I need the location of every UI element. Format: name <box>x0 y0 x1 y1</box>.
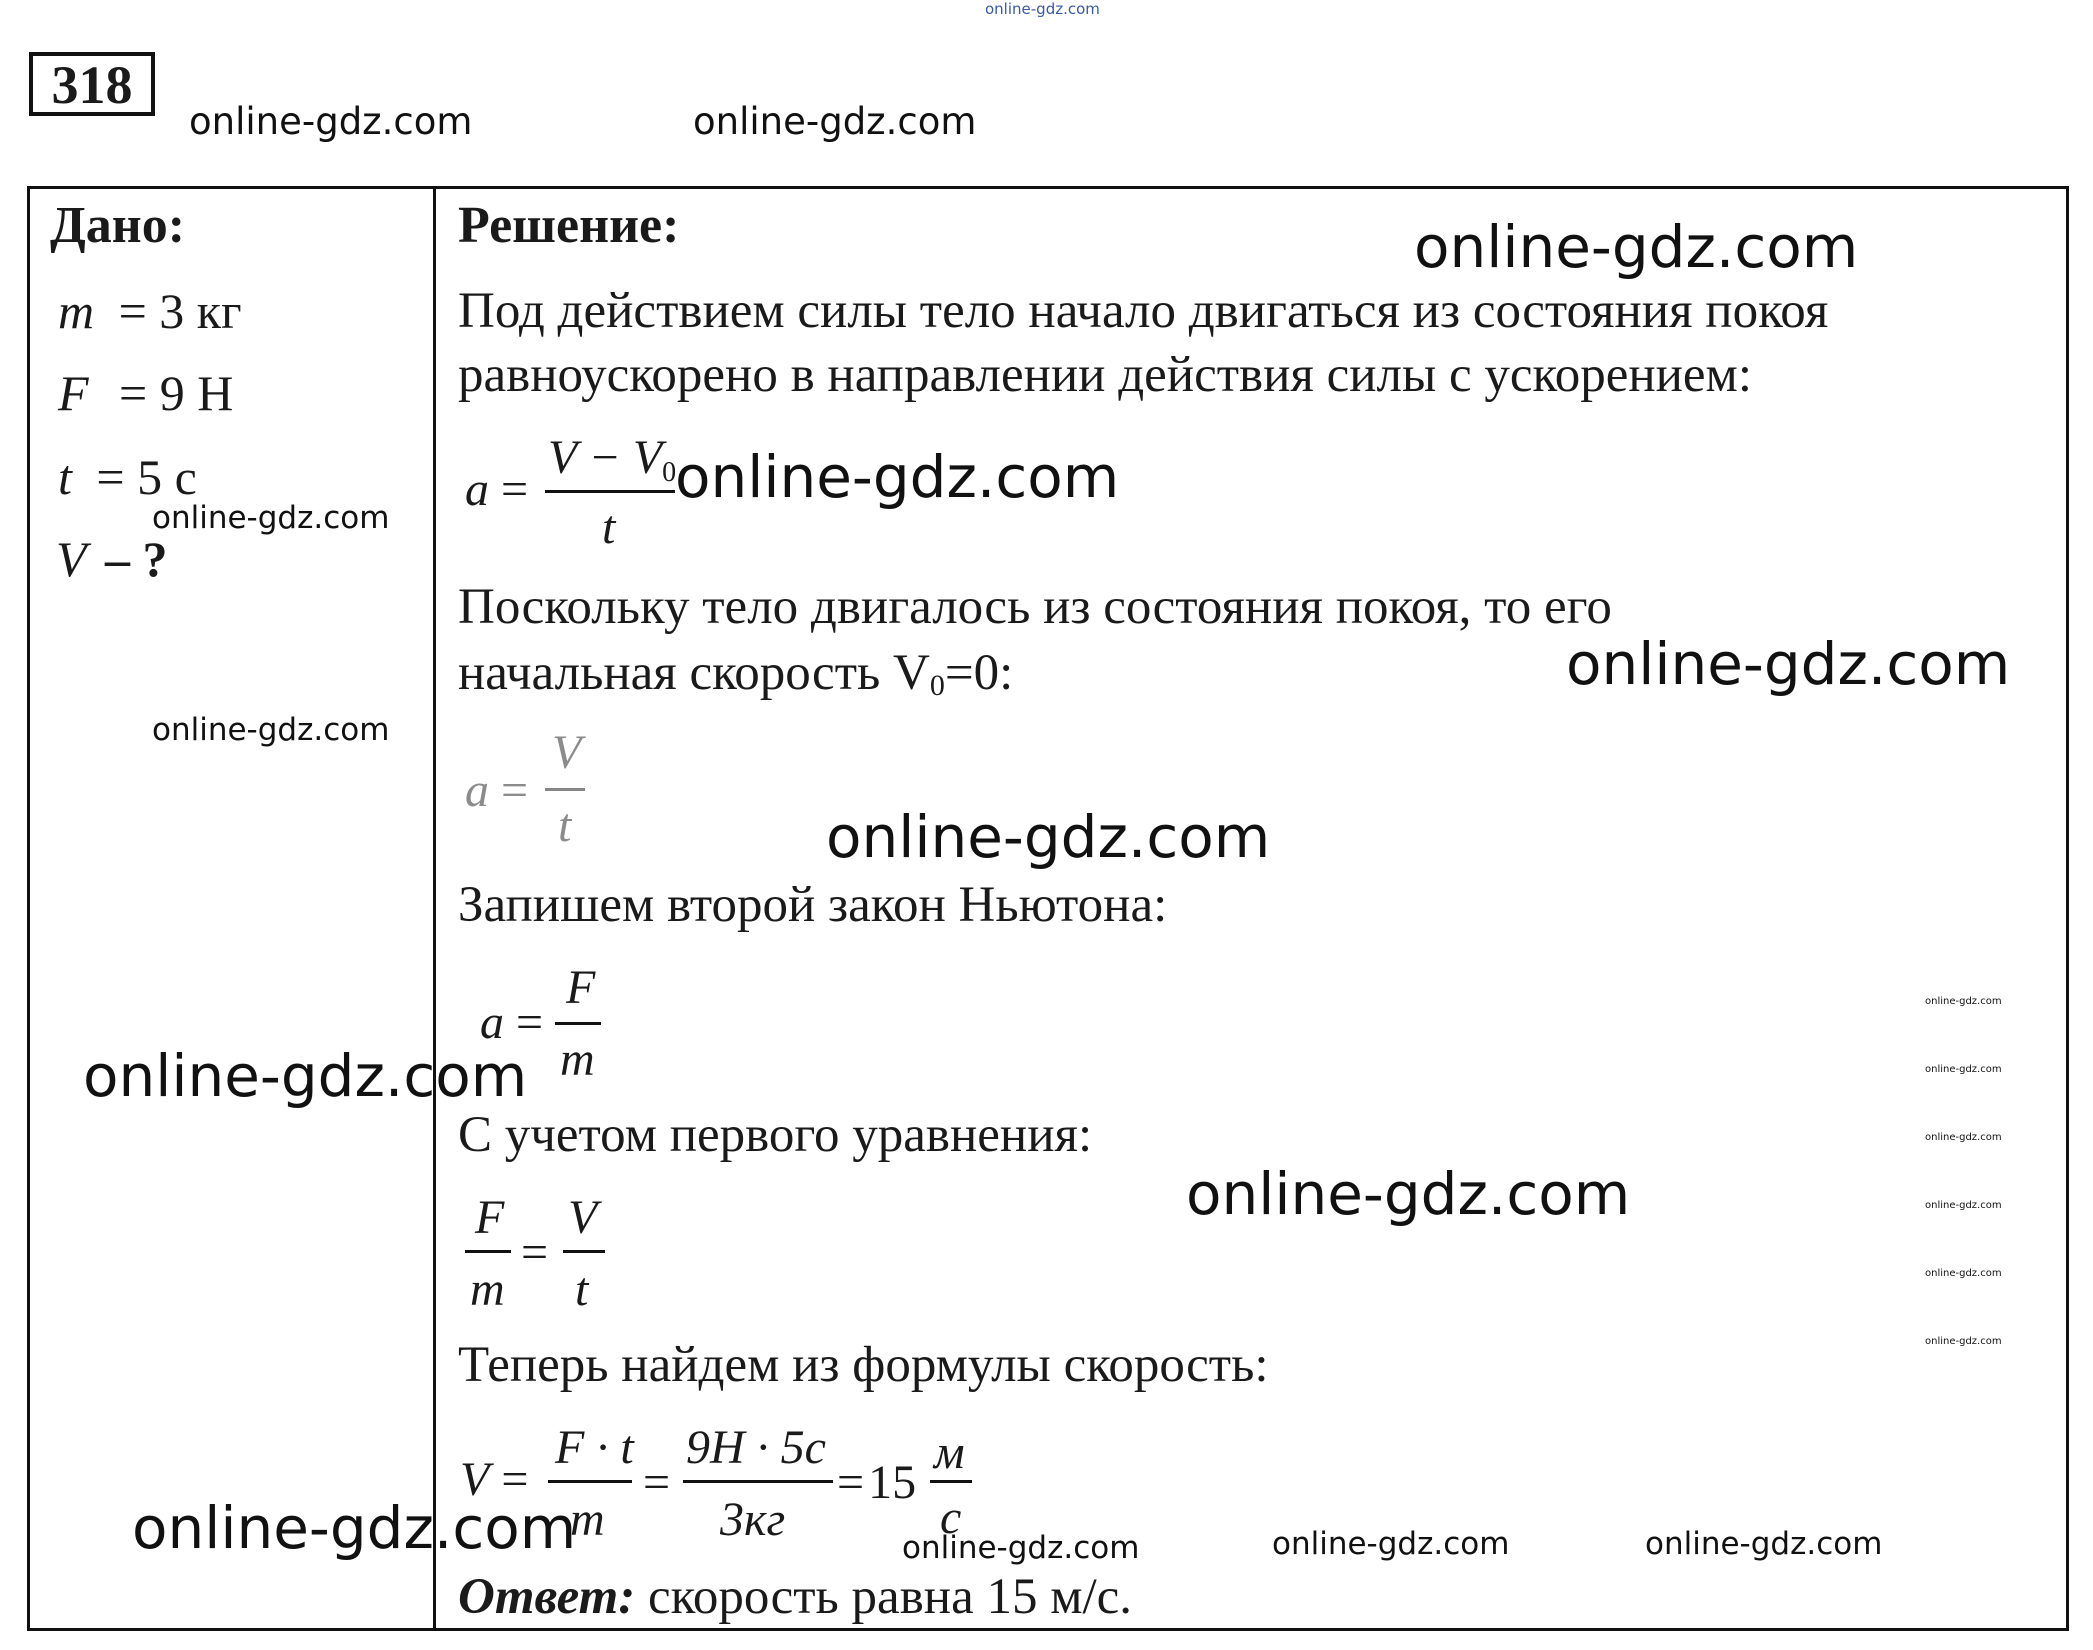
solution-paragraph-5: Теперь найдем из формулы скорость: <box>458 1337 1269 1393</box>
formula-1-numerator: $V - V_0$ <box>548 431 677 488</box>
formula-5-lhs: V = <box>460 1453 529 1506</box>
watermark: online-gdz.com <box>1645 1526 1883 1562</box>
watermark: online-gdz.com <box>1186 1160 1631 1228</box>
watermark: online-gdz.com <box>826 803 1271 871</box>
formula-4-den1: m <box>470 1263 505 1316</box>
formula-3-numerator: F <box>566 961 596 1014</box>
formula-3-denominator: m <box>560 1033 595 1086</box>
given-value: = 5 с <box>96 449 197 505</box>
given-value: = 3 кг <box>118 283 242 339</box>
formula-5-den2: 3кг <box>720 1493 786 1546</box>
watermark: online-gdz.com <box>152 712 390 748</box>
formula-4-eq: = <box>521 1226 549 1279</box>
watermark: online-gdz.com <box>189 100 473 143</box>
formula-5-bar1 <box>548 1480 632 1483</box>
answer-label: Ответ: <box>458 1569 636 1625</box>
given-heading: Дано: <box>50 197 186 254</box>
formula-2-numerator: V <box>552 726 582 779</box>
table-divider <box>433 186 436 1631</box>
watermark: online-gdz.com <box>152 500 390 536</box>
formula-2-lhs: a = <box>465 764 529 817</box>
formula-3-lhs: a = <box>480 996 544 1049</box>
formula-3-bar <box>555 1022 601 1025</box>
given-value: = 9 Н <box>119 365 234 421</box>
solution-paragraph-4: С учетом первого уравнения: <box>458 1107 1093 1163</box>
formula-5-unit-num: м <box>934 1426 965 1479</box>
watermark: online-gdz.com <box>1566 630 2011 698</box>
problem-number: 318 <box>51 55 133 115</box>
formula-5-eq2: =15 <box>837 1456 917 1509</box>
formula-4-num1: F <box>475 1191 505 1244</box>
watermark: online-gdz.com <box>693 100 977 143</box>
solution-heading: Решение: <box>458 197 680 254</box>
watermark: online-gdz.com <box>1272 1526 1510 1562</box>
given-v <box>56 530 168 588</box>
solution-paragraph-2a: Поскольку тело двигалось из состояния покоя, то его <box>458 579 1612 635</box>
watermark-top: online-gdz.com <box>985 0 1100 18</box>
formula-5-num2: 9Н · 5с <box>686 1421 826 1474</box>
formula-2-bar <box>545 788 585 791</box>
watermark: online-gdz.com <box>1925 1132 2002 1143</box>
formula-2-denominator: t <box>558 799 572 852</box>
answer <box>458 1568 1132 1626</box>
formula-5-num1: F · t <box>555 1421 634 1474</box>
watermark: online-gdz.com <box>132 1494 577 1562</box>
formula-4-num2: V <box>568 1191 598 1244</box>
formula-1-denominator: t <box>602 501 616 554</box>
formula-5-eq1: = <box>643 1456 671 1509</box>
formula-4-bar1 <box>465 1250 511 1253</box>
problem-number-box <box>29 52 155 116</box>
solution-paragraph-1a: Под действием силы тело начало двигаться из состояния покоя <box>458 283 1829 339</box>
formula-1-lhs: a = <box>465 463 529 516</box>
formula-1-bar <box>545 490 675 493</box>
answer-text: скорость равна 15 м/с. <box>635 1569 1133 1625</box>
solution-paragraph-2b: начальная скорость V0=0: <box>458 645 1014 702</box>
watermark: online-gdz.com <box>1925 1200 2002 1211</box>
given-var: t <box>58 449 72 505</box>
formula-5-bar2 <box>683 1480 833 1483</box>
given-value: – ? <box>105 531 168 587</box>
formula-4-den2: t <box>575 1263 589 1316</box>
given-var: F <box>58 365 89 421</box>
watermark: online-gdz.com <box>83 1042 528 1110</box>
formula-5-unit-den: с <box>940 1491 962 1544</box>
solution-paragraph-1b: равноускорено в направлении действия силы с ускорением: <box>458 347 1753 403</box>
given-var: V <box>56 531 87 587</box>
watermark: online-gdz.com <box>1925 996 2002 1007</box>
watermark: online-gdz.com <box>1925 1268 2002 1279</box>
given-m <box>58 282 242 340</box>
given-t <box>58 448 197 506</box>
watermark: online-gdz.com <box>902 1530 1140 1566</box>
formula-4-bar2 <box>563 1250 605 1253</box>
watermark: online-gdz.com <box>1414 213 1859 281</box>
formula-5-unit-bar <box>930 1480 972 1483</box>
watermark: online-gdz.com <box>1925 1336 2002 1347</box>
given-f <box>58 364 233 422</box>
solution-paragraph-3: Запишем второй закон Ньютона: <box>458 877 1168 933</box>
given-var: m <box>58 283 95 339</box>
watermark: online-gdz.com <box>1925 1064 2002 1075</box>
formula-5-den1: m <box>570 1493 605 1546</box>
watermark: online-gdz.com <box>675 443 1120 511</box>
